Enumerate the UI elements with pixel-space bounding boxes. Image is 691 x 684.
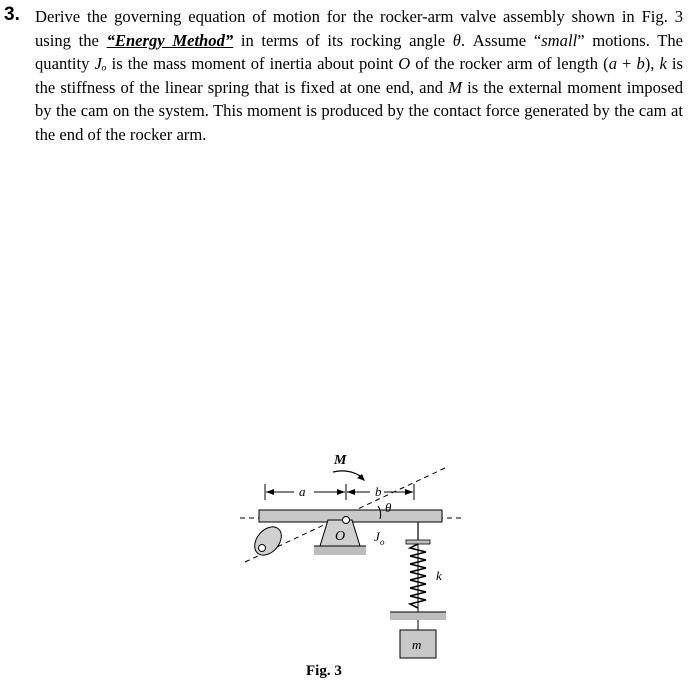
pivot-pin [343, 517, 350, 524]
problem-statement [35, 5, 683, 146]
text-seg4: ” motions. The quantity [35, 30, 684, 73]
text-seg6: of the rocker arm of length ( [410, 54, 609, 73]
label-O: O [335, 529, 346, 544]
cam-shaft [259, 545, 266, 552]
label-M: M [334, 453, 347, 468]
text-seg2: in terms of its rocking angle [233, 30, 453, 50]
rocker-arm-diagram [230, 440, 470, 680]
k-symbol: k [659, 54, 667, 73]
label-theta: θ [385, 500, 392, 515]
cam [249, 522, 286, 561]
text-seg5: is the mass moment of inertia about point [106, 54, 399, 73]
text-seg7: + [616, 54, 637, 73]
small-term: small [541, 30, 578, 50]
problem-number: 3. [4, 4, 20, 25]
dim-a-arrow-left [266, 489, 274, 495]
figure-caption: Fig. 3 [306, 663, 342, 679]
spring-top-plate [406, 540, 430, 544]
energy-method-term: “Energy Method” [106, 30, 234, 50]
text-seg9: is the stiffness of the linear spring that is fixed at one end, and [35, 54, 684, 97]
dim-b-arrow-right [405, 489, 413, 495]
label-b: b [375, 484, 382, 499]
label-Jo: J [374, 529, 380, 544]
rocker-arm-figure [230, 440, 470, 680]
spring-fixed-support [390, 612, 446, 620]
label-Jo-subscript: o [380, 537, 385, 547]
text-seg10: is the external moment imposed by the cam on the system. This moment is produced by the contact force generated by the cam at the end of the rocker arm. [35, 77, 684, 144]
text-seg3: . Assume “ [460, 30, 542, 50]
text-seg8: ), [644, 54, 660, 73]
b-symbol: b [636, 54, 645, 73]
dim-a-arrow-right [337, 489, 345, 495]
text-seg1: Derive the governing equation of motion for the rocker-arm valve assembly shown in Fig. 3 using the [35, 7, 683, 50]
m-symbol: M [448, 77, 463, 97]
label-a: a [299, 484, 306, 499]
dim-b-arrow-left [347, 489, 355, 495]
label-m: m [412, 637, 422, 652]
a-symbol: a [608, 54, 617, 73]
theta-symbol: θ [452, 30, 461, 50]
o-symbol: O [398, 54, 411, 73]
jo-symbol: Jₒ [94, 54, 107, 73]
label-k: k [436, 568, 442, 583]
pivot-ground [314, 546, 366, 555]
